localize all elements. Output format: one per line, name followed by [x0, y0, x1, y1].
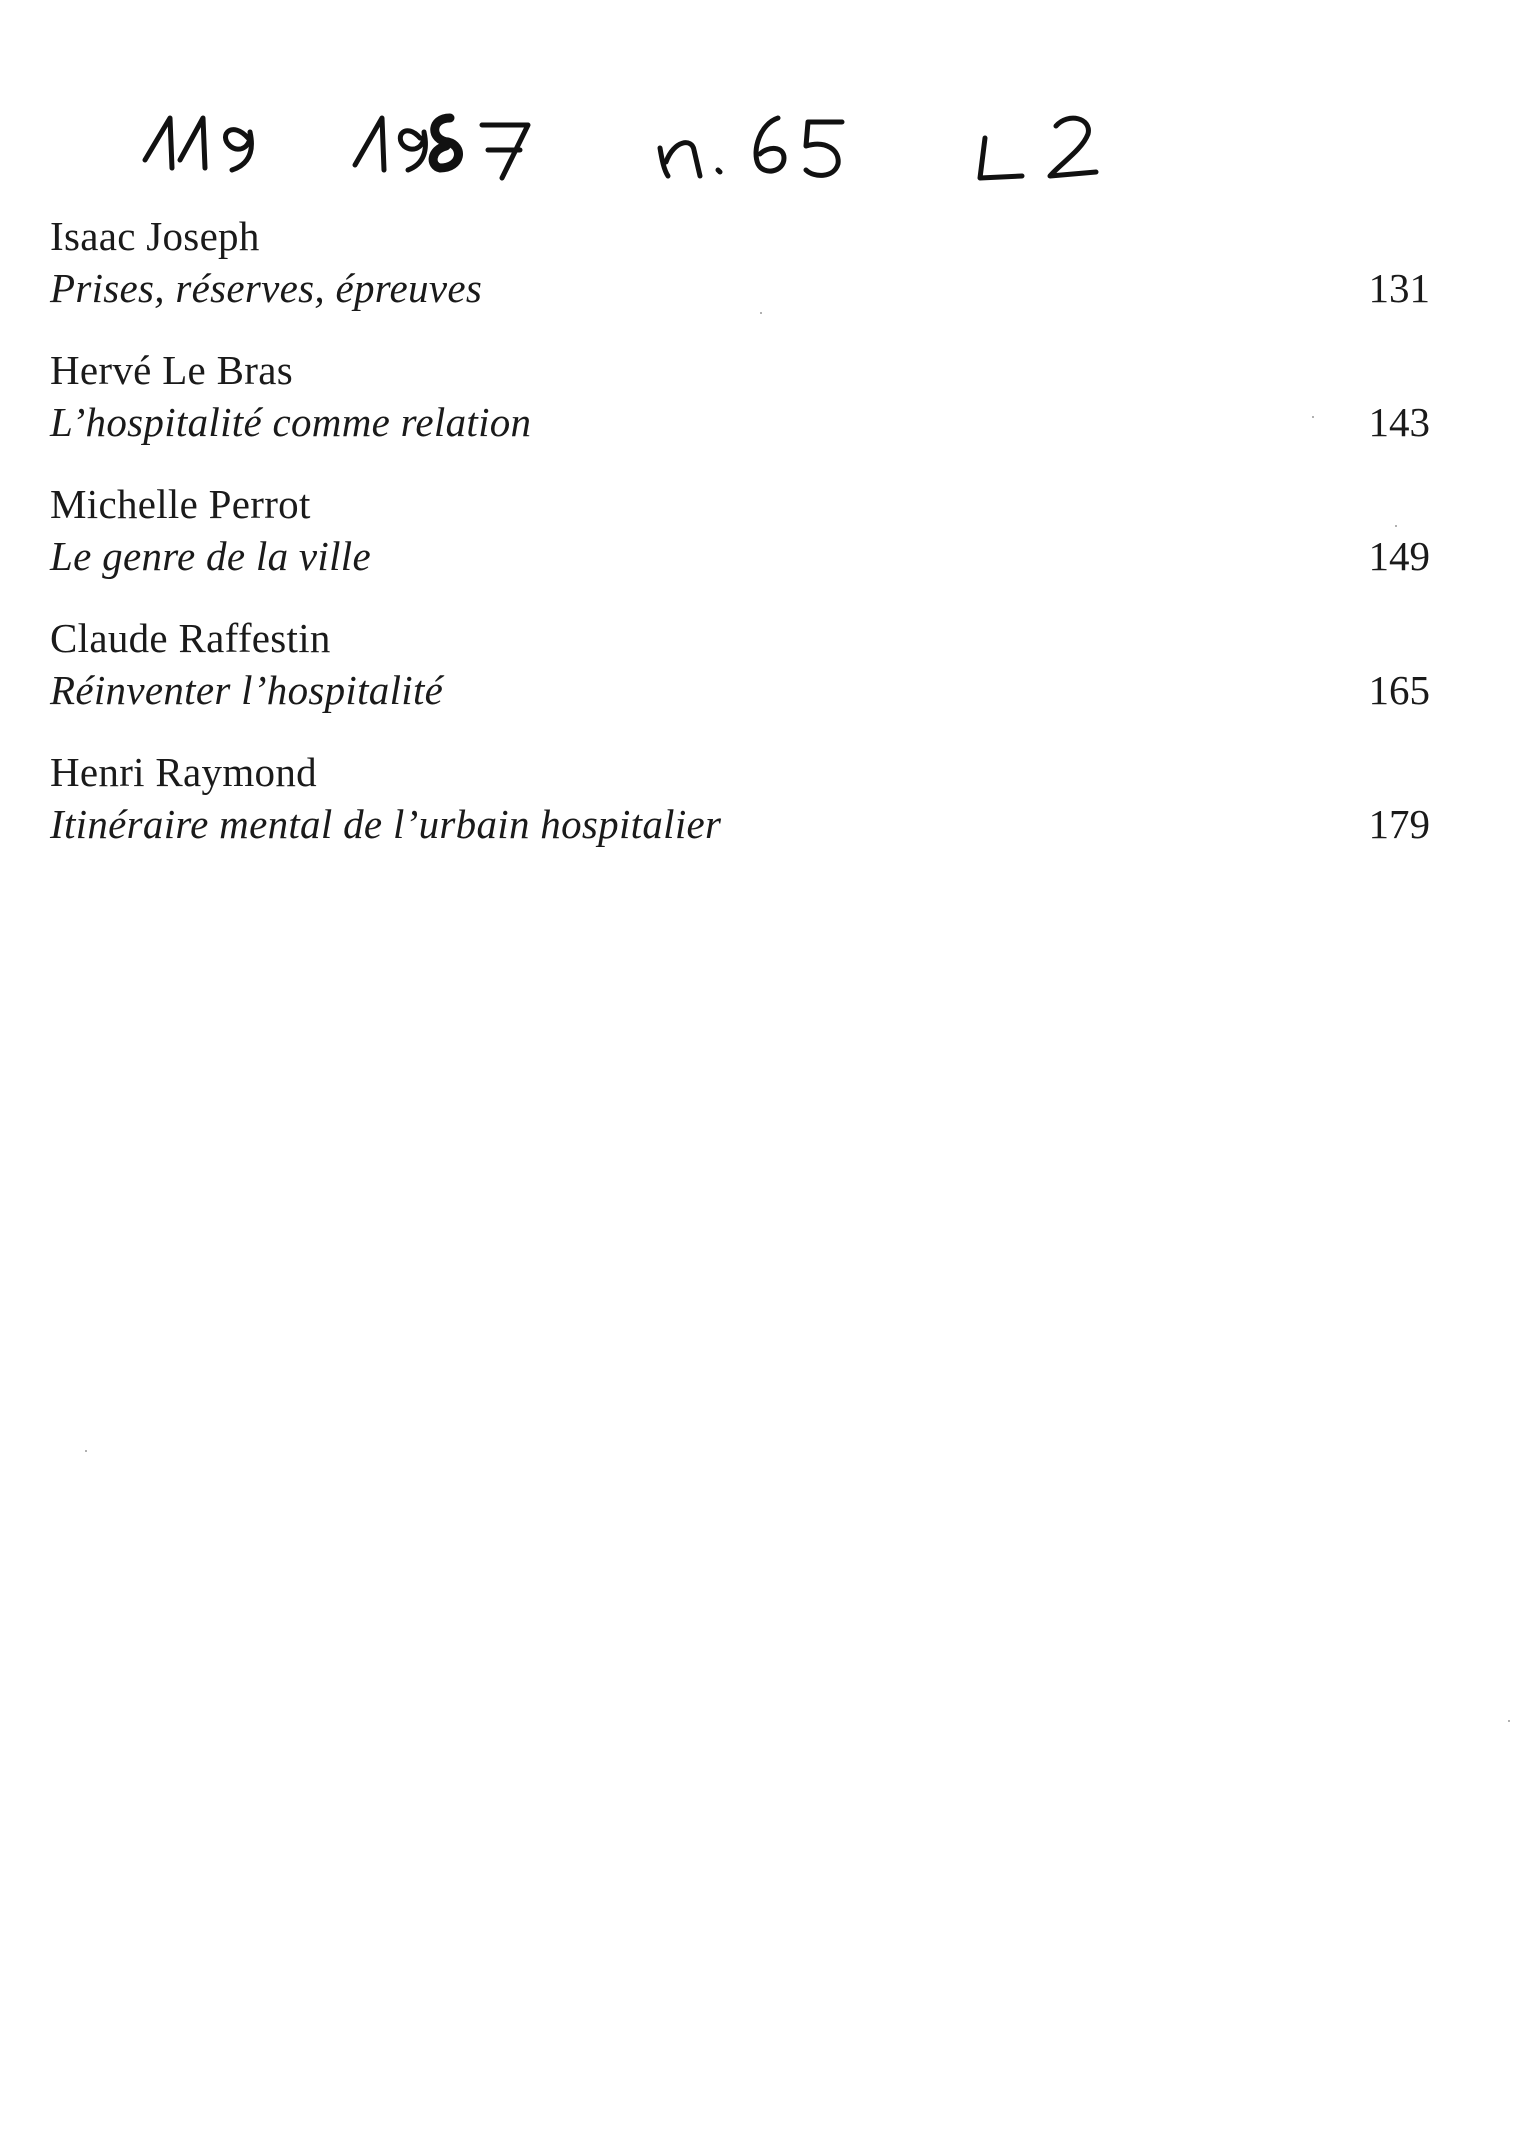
toc-entry[interactable] — [50, 478, 1430, 582]
scan-speck — [1312, 416, 1314, 418]
entry-page-number: 179 — [1368, 801, 1430, 847]
entry-author: Michelle Perrot — [50, 481, 311, 527]
toc-entry[interactable] — [50, 612, 1430, 716]
entry-title: Prises, réserves, épreuves — [50, 265, 483, 311]
entry-page-number: 131 — [1368, 265, 1430, 311]
entry-title: L’hospitalité comme relation — [50, 399, 532, 445]
entry-page-number: 143 — [1368, 399, 1430, 445]
entry-page-number: 149 — [1368, 533, 1430, 579]
scan-speck — [1395, 525, 1397, 527]
toc-entry[interactable] — [50, 746, 1430, 850]
scan-speck — [85, 1450, 87, 1452]
toc-entry[interactable] — [50, 210, 1430, 314]
entry-page-number: 165 — [1368, 667, 1430, 713]
entry-author: Henri Raymond — [50, 749, 317, 795]
scan-speck — [1508, 1720, 1510, 1722]
entry-title: Itinéraire mental de l’urbain hospitalier — [50, 801, 722, 847]
toc-entry[interactable] — [50, 344, 1430, 448]
scan-speck — [760, 312, 762, 314]
handwritten-call-number — [0, 0, 1533, 230]
entry-author: Claude Raffestin — [50, 615, 331, 661]
entry-title: Le genre de la ville — [50, 533, 371, 579]
entry-title: Réinventer l’hospitalité — [50, 667, 444, 713]
table-of-contents — [50, 210, 1430, 880]
entry-author: Hervé Le Bras — [50, 347, 293, 393]
entry-author: Isaac Joseph — [50, 213, 260, 259]
